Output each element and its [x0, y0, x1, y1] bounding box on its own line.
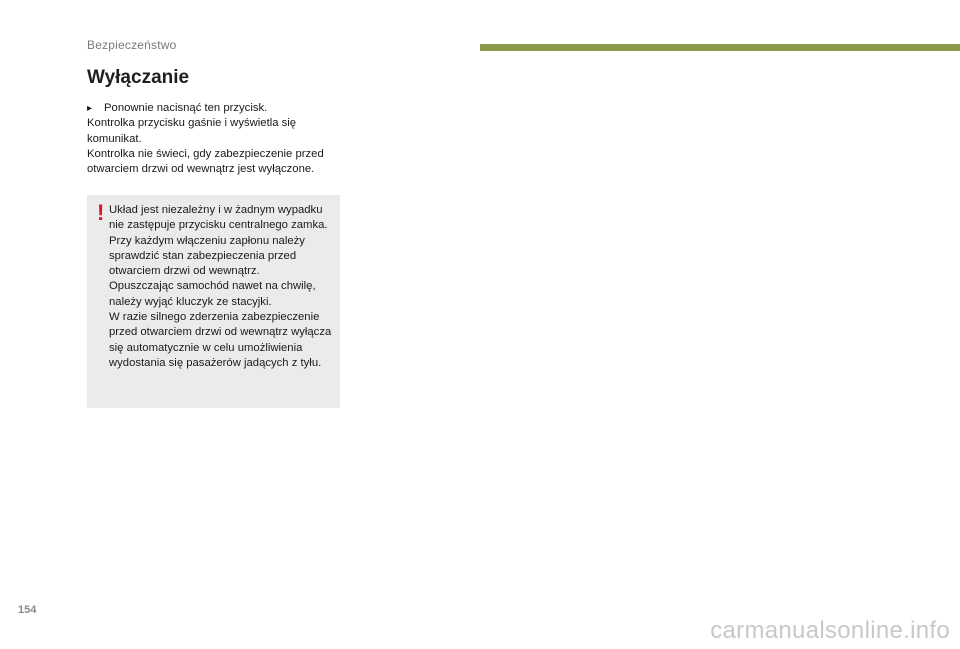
page-number: 154 — [18, 604, 37, 616]
paragraph-2: Kontrolka nie świeci, gdy zabezpieczenie przed otwarciem drzwi od wewnątrz jest wyłączone. — [87, 147, 324, 176]
paragraph-1: Kontrolka przycisku gaśnie i wyświetla się komunikat. — [87, 117, 297, 145]
warning-paragraph-2: Przy każdym włączeniu zapłonu należy sprawdzić stan zabezpieczenia przed otwarciem drzwi od wewnątrz. — [109, 234, 305, 278]
page-heading: Wyłączanie — [87, 67, 190, 88]
section-label: Bezpieczeństwo — [87, 38, 177, 52]
header-accent-bar — [480, 44, 960, 51]
body-text — [87, 101, 349, 177]
warning-paragraph-4: W razie silnego zderzenia zabezpieczenie przed otwarciem drzwi od wewnątrz wyłącza się automatycznie w celu umożliwienia wydostania się pasażerów jadących z tyłu. — [109, 311, 332, 369]
watermark: carmanualsonline.info — [710, 617, 950, 644]
warning-box — [87, 195, 340, 408]
exclamation-icon: ! — [97, 200, 105, 225]
warning-paragraph-3: Opuszczając samochód nawet na chwilę, należy wyjąć kluczyk ze stacyjki. — [109, 280, 316, 308]
bullet-item — [87, 101, 349, 116]
bullet-text: Ponownie nacisnąć ten przycisk. — [104, 102, 268, 114]
arrow-right-icon: ▸ — [87, 103, 93, 114]
warning-text — [109, 203, 337, 371]
warning-paragraph-1: Układ jest niezależny i w żadnym wypadku nie zastępuje przycisku centralnego zamka. — [109, 204, 328, 232]
